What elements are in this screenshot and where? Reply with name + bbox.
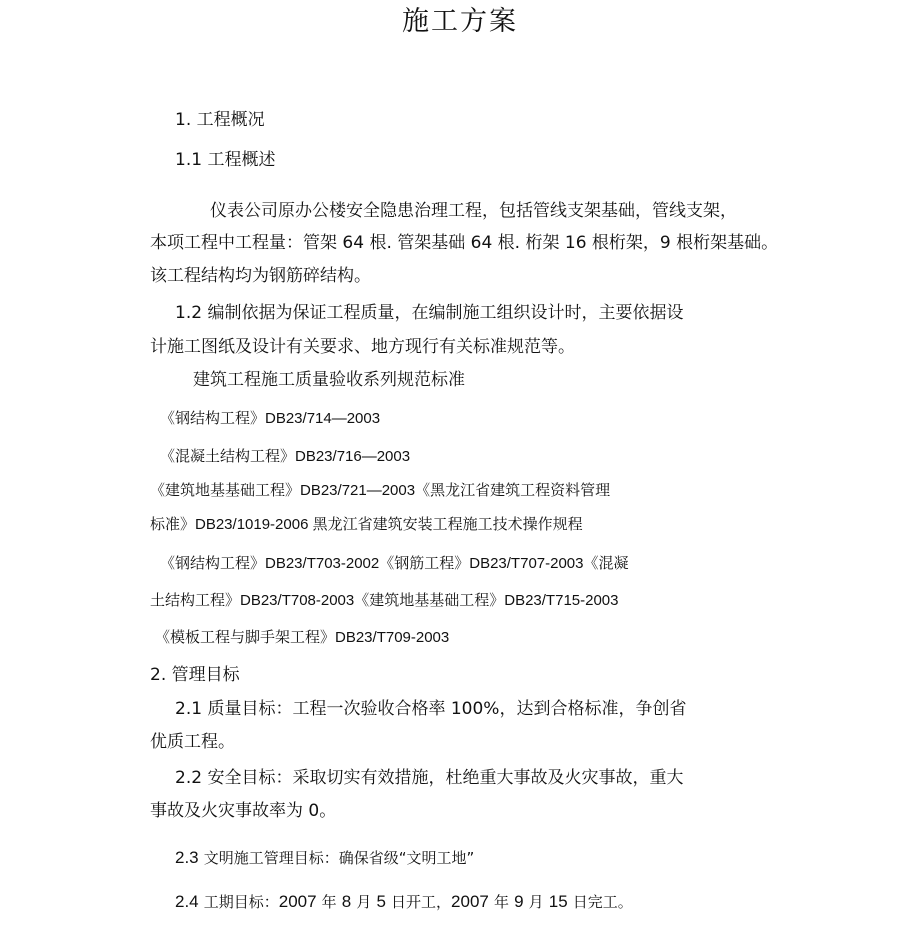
paragraph-line: 2.2 安全目标：采取切实有效措施，杜绝重大事故及火灾事故，重大: [175, 768, 684, 788]
paragraph-line: 该工程结构均为钢筋碎结构。: [150, 266, 371, 286]
year-label: 年: [493, 893, 509, 911]
end-year: 2007: [451, 892, 489, 911]
standard-line: 《建筑地基基础工程》DB23/721—2003《黑龙江省建筑工程资料管理: [150, 482, 611, 499]
goal-2-4-label: 工期目标：: [203, 893, 279, 911]
year-label: 年: [321, 893, 337, 911]
paragraph-line: 计施工图纸及设计有关要求、地方现行有关标准规范等。: [150, 337, 575, 357]
standard-line: 《钢结构工程》DB23/714—2003: [160, 410, 381, 427]
start-month: 8: [341, 892, 352, 911]
paragraph-line: 2.1 质量目标：工程一次验收合格率 100%，达到合格标准，争创省: [175, 699, 687, 719]
standard-line: 《钢结构工程》DB23/T703-2002《钢筋工程》DB23/T707-2003《混凝: [160, 555, 629, 572]
section-heading-2: 2. 管理目标: [150, 665, 240, 685]
goal-2-4-line: [175, 893, 633, 910]
end-month: 9: [514, 892, 524, 911]
goal-2-3-line: [175, 849, 474, 866]
standard-line: 《模板工程与脚手架工程》DB23/T709-2003: [155, 629, 450, 646]
end-day-label: 日完工。: [572, 893, 633, 911]
start-day: 5: [376, 892, 386, 911]
end-day: 15: [548, 892, 568, 911]
document-title: 施工方案: [402, 6, 518, 37]
paragraph-line: 优质工程。: [150, 732, 235, 752]
goal-2-3-number: 2.3: [175, 848, 199, 867]
start-day-label: 日开工，: [391, 893, 452, 911]
paragraph-line: 1.2 编制依据为保证工程质量，在编制施工组织设计时，主要依据设: [175, 303, 684, 323]
section-heading-1: 1. 工程概况: [175, 110, 265, 130]
paragraph-line: 建筑工程施工质量验收系列规范标准: [193, 370, 465, 390]
standard-line: 标准》DB23/1019-2006 黑龙江省建筑安装工程施工技术操作规程: [150, 516, 583, 533]
month-label: 月: [528, 893, 544, 911]
month-label: 月: [356, 893, 372, 911]
paragraph-line: 本项工程中工程量：管架 64 根. 管架基础 64 根. 桁架 16 根桁架，9 根桁架基础。: [150, 233, 779, 253]
standard-line: 土结构工程》DB23/T708-2003《建筑地基基础工程》DB23/T715-2003: [150, 592, 619, 609]
paragraph-line: 仪表公司原办公楼安全隐患治理工程，包括管线支架基础，管线支架，: [210, 201, 737, 221]
paragraph-line: 事故及火灾事故率为 0。: [150, 801, 337, 821]
goal-2-4-number: 2.4: [175, 892, 199, 911]
start-year: 2007: [278, 892, 317, 911]
standard-line: 《混凝土结构工程》DB23/716—2003: [160, 448, 411, 465]
goal-2-3-text: 文明施工管理目标：确保省级“文明工地”: [203, 849, 475, 867]
subsection-heading-1-1: 1.1 工程概述: [175, 150, 276, 170]
